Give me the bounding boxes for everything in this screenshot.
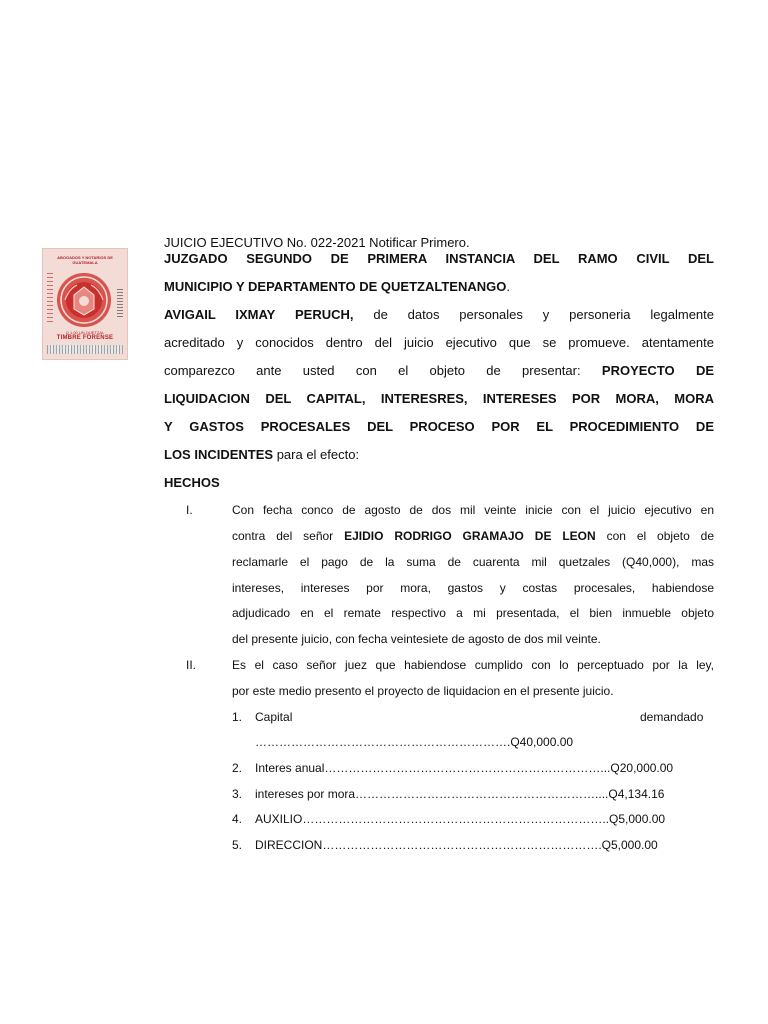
intro-line-6-rest: para el efecto: [273,447,360,462]
liquidation-line-4: AUXILIO…………………………………………………………………..Q5,000.00 [255,812,666,826]
intro-line-3-bold: PROYECTO DE [601,363,714,378]
defendant-name: EJIDIO RODRIGO GRAMAJO DE LEON [344,529,596,543]
liquidation-amount-1: ……………………………………………………….Q40,000.00 [255,735,574,749]
liquidation-num-4: 4. [232,812,243,826]
intro-line-4: LIQUIDACION DEL CAPITAL, INTERESRES, INTERESES POR MORA, MORA [164,391,714,406]
intro-line-1-rest: de datos personales y personeria legalmente [353,307,714,322]
fact-1-line-1: Con fecha conco de agosto de dos mil veinte inicie con el juicio ejecutivo en [232,503,714,517]
numeral-ii: II. [186,658,197,672]
court-line-2-end: . [506,279,510,294]
fact-1-line-5: adjudicado en el remate respectivo a mi presentada, el bien inmueble objeto [232,606,714,620]
numeral-i: I. [186,503,193,517]
court-line-2-bold: MUNICIPIO Y DEPARTAMENTO DE QUETZALTENANGO [164,279,507,294]
intro-line-5: Y GASTOS PROCESALES DEL PROCESO POR EL PROCEDIMIENTO DE [164,419,714,434]
liquidation-line-2: Interes anual……………………………………………………………...Q20,000.00 [255,761,674,775]
intro-line-3 [164,363,714,378]
stamp-barcode [47,345,123,354]
liquidation-label-1-right: demandado [640,710,704,724]
fact-2-line-1: Es el caso señor juez que habiendose cumplido con lo perceptuado por la ley, [232,658,714,672]
stamp-bottom-text: TIMBRE FORENSE [56,335,114,341]
fact-2-line-2: por este medio presento el proyecto de liquidacion en el presente juicio. [232,684,614,698]
stamp-denomination: Q 1.00 UN QUETZAL [65,330,105,335]
liquidation-line-5: DIRECCION…………………………………………………………….Q5,000.00 [255,838,658,852]
fact-1-line-2 [232,529,714,543]
fact-1-line-4: intereses, intereses por mora, gastos y costas procesales, habiendose [232,581,714,595]
intro-line-1 [164,307,714,322]
intro-line-6 [164,447,359,462]
court-line-1: JUZGADO SEGUNDO DE PRIMERA INSTANCIA DEL RAMO CIVIL DEL [164,251,714,266]
liquidation-label-1: Capital [255,710,293,724]
court-line-2 [164,279,510,294]
hechos-heading: HECHOS [164,475,220,490]
fact-1-line-3: reclamarle el pago de la suma de cuarenta mil quetzales (Q40,000), mas [232,555,714,569]
fact-1-line-2-post: con el objeto de [595,529,714,543]
case-number-line: JUICIO EJECUTIVO No. 022-2021 Notificar Primero. [164,235,470,250]
stamp-top-text: ABOGADOS Y NOTARIOS DE GUATEMALA [57,255,113,265]
liquidation-line-3: intereses por mora……………………………………………………....Q4,134.16 [255,787,665,801]
fact-1-line-2-pre: contra del señor [232,529,345,543]
intro-line-6-bold: LOS INCIDENTES [164,447,274,462]
fact-1-line-6: del presente juicio, con fecha veintesiete de agosto de dos mil veinte. [232,632,601,646]
intro-line-2: acreditado y conocidos dentro del juicio ejecutivo que se promueve. atentamente [164,335,714,350]
seal-icon [55,271,113,329]
intro-line-3-plain: comparezco ante usted con el objeto de presentar: [164,363,602,378]
party-name: AVIGAIL IXMAY PERUCH, [164,307,354,322]
liquidation-num-3: 3. [232,787,243,801]
stamp-side-code [117,289,123,319]
liquidation-num-1: 1. [232,710,243,724]
stamp-side-pattern [47,273,53,323]
liquidation-num-2: 2. [232,761,243,775]
forensic-stamp [42,248,128,360]
liquidation-num-5: 5. [232,838,243,852]
